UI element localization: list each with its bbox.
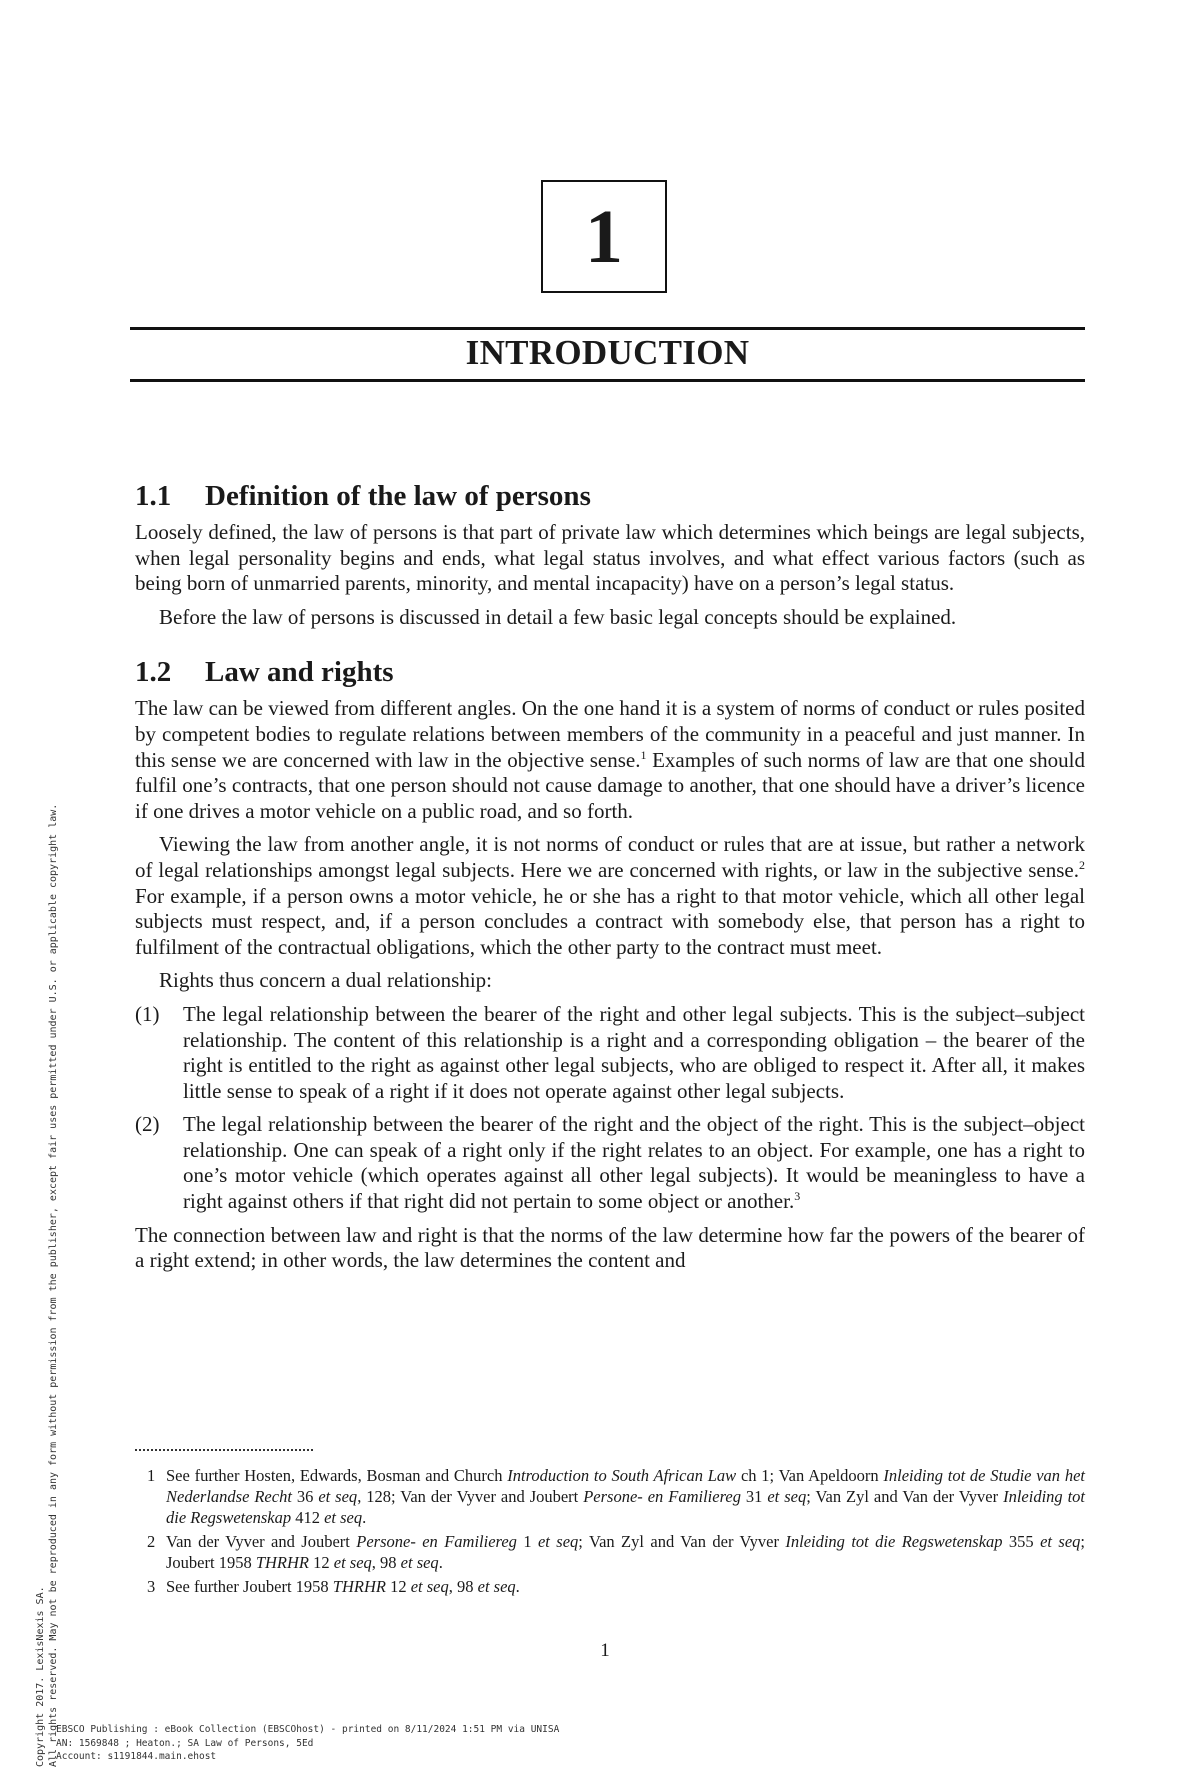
paragraph: Loosely defined, the law of persons is that part of private law which determines which beings are legal subjects, when legal personality begins and ends, what legal status involves, and what effect various factors (such as being born of unmarried parents, minority, and mental incapacity) have on a person’s legal status. (135, 520, 1085, 596)
ebsco-footer-line: Account: s1191844.main.ehost (56, 1751, 217, 1762)
section-heading (135, 654, 1085, 690)
footnote-number: 3 (147, 1577, 156, 1596)
citation-italic: et seq (324, 1508, 363, 1527)
title-rule-bottom (130, 379, 1085, 382)
citation-italic: et seq (537, 1532, 579, 1551)
footnote (135, 1465, 1085, 1528)
citation-italic: et seq (477, 1577, 516, 1596)
ebsco-footer-line: EBSCO Publishing : eBook Collection (EBSCOhost) - printed on 8/11/2024 1:51 PM via UNISA (56, 1724, 560, 1735)
paragraph-text: For example, if a person owns a motor vehicle, he or she has a right to that motor vehicle, which all other legal subjects must respect, and, if a person concludes a contract with somebody else, that person has a right to fulfilment of the contractual obligations, which the other party to the contract must meet. (135, 883, 1085, 959)
citation-italic: Persone- en Familiereg (356, 1532, 517, 1551)
citation-text: 12 (309, 1553, 334, 1572)
paragraph-text: Viewing the law from another angle, it is not norms of conduct or rules that are at issue, but rather a network of legal relationships amongst legal subjects. Here we are concerned with rights, or law in the subjective sense. (135, 832, 1085, 882)
citation-text: , 128; Van der Vyver and Joubert (357, 1487, 584, 1506)
citation-text: 31 (740, 1487, 768, 1506)
list-item-text: The legal relationship between the bearer of the right and other legal subjects. This is the subject–subject relationship. The content of this relationship is a right and a corresponding obligation – the bearer of the right is entitled to the right as against other legal subjects, who are obliged to respect it. After all, it makes little sense to speak of a right if it does not operate against other legal subjects. (183, 1001, 1085, 1103)
copyright-watermark (34, 804, 60, 1767)
citation-italic: et seq (333, 1553, 372, 1572)
watermark-line: All rights reserved. May not be reproduced in any form without permission from the publisher, except fair uses permitted under U.S. or applicable copyright law. (48, 803, 59, 1767)
footnote-separator (135, 1449, 313, 1451)
paragraph-text: The law can be viewed from different angles. On the one hand it is a system of norms of conduct or rules posited by competent bodies to regulate relations between members of the community in a peaceful and just manner. In this sense we are concerned with law in the objective sense. (135, 696, 1085, 772)
citation-italic: Inleiding tot die Regswetenskap (785, 1532, 1003, 1551)
citation-text: , 98 (371, 1553, 401, 1572)
citation-text: , 98 (448, 1577, 478, 1596)
list-item (135, 1002, 1085, 1104)
paragraph-text: Examples of such norms of law are that one should fulfil one’s contracts, that one person should not cause damage to another, that one should have a driver’s licence if one drives a motor vehicle on a public road, and so forth. (135, 747, 1085, 823)
section-number: 1.2 (135, 656, 172, 689)
citation-text: 1 (516, 1532, 538, 1551)
footnote-ref[interactable]: 3 (794, 1189, 801, 1204)
citation-italic: et seq (767, 1487, 807, 1506)
citation-text: ; Van Zyl and Van der Vyver (578, 1532, 786, 1551)
page-number: 1 (600, 1640, 610, 1661)
ebsco-footer (56, 1723, 559, 1764)
citation-text: 412 (291, 1508, 325, 1527)
citation-text: 355 (1002, 1532, 1041, 1551)
paragraph (135, 696, 1085, 824)
paragraph (135, 832, 1085, 960)
section-title: Definition of the law of persons (205, 480, 591, 512)
citation-text: . (515, 1577, 520, 1596)
citation-italic: THRHR (332, 1577, 386, 1596)
list-item (135, 1112, 1085, 1214)
section-heading (135, 478, 1085, 514)
paragraph: The connection between law and right is that the norms of the law determine how far the powers of the bearer of a right extend; in other words, the law determines the content and (135, 1222, 1085, 1273)
citation-italic: THRHR (255, 1553, 309, 1572)
footnote (135, 1531, 1085, 1573)
footnote-text (166, 1531, 1085, 1573)
citation-text: See further Joubert 1958 (166, 1577, 333, 1596)
citation-italic: Inleiding tot de Studie van het Nederlandse Recht (166, 1466, 1085, 1506)
footnote-text (166, 1465, 1085, 1528)
citation-italic: et seq (400, 1553, 439, 1572)
citation-text: 12 (385, 1577, 411, 1596)
list-marker: (1) (135, 1001, 160, 1026)
footnote-text (166, 1576, 1085, 1597)
citation-italic: et seq (410, 1577, 449, 1596)
chapter-title: INTRODUCTION (465, 333, 750, 372)
list-item-text (183, 1112, 1085, 1214)
citation-text: Van der Vyver and Joubert (166, 1532, 357, 1551)
citation-text: ; Joubert 1958 (166, 1532, 1085, 1572)
citation-text: See further Hosten, Edwards, Bosman and Church (166, 1466, 508, 1485)
citation-text: . (438, 1553, 443, 1572)
citation-italic: Inleiding tot die Regswetenskap (166, 1487, 1086, 1527)
chapter-number-box (541, 180, 667, 293)
footnote (135, 1576, 1085, 1597)
footnote-number: 1 (147, 1466, 156, 1485)
citation-italic: et seq (318, 1487, 358, 1506)
watermark-line: Copyright 2017. LexisNexis SA. (35, 1586, 46, 1767)
citation-italic: et seq (1040, 1532, 1081, 1551)
numbered-list (135, 1002, 1085, 1215)
footnote-ref[interactable]: 1 (640, 747, 647, 762)
footnote-ref[interactable]: 2 (1079, 857, 1085, 872)
list-item-body: The legal relationship between the bearer of the right and the object of the right. This is the subject–object relationship. One can speak of a right only if the right relates to an object. For example, one has a right to one’s motor vehicle (which operates against all other legal subjects). It would be meaningless to have a right against others if that right did not pertain to some object or another. (183, 1112, 1085, 1214)
paragraph: Rights thus concern a dual relationship: (159, 968, 493, 993)
citation-italic: Introduction to South African Law (507, 1466, 737, 1485)
paragraph: Before the law of persons is discussed in detail a few basic legal concepts should be explained. (159, 604, 957, 629)
section-number: 1.1 (135, 480, 172, 512)
footnotes (135, 1465, 1085, 1600)
list-marker: (2) (135, 1112, 160, 1137)
body-text (135, 478, 1085, 1274)
citation-text: ; Van Zyl and Van der Vyver (806, 1487, 1004, 1506)
citation-text: . (362, 1508, 367, 1527)
citation-text: 36 (291, 1487, 319, 1506)
footnote-number: 2 (147, 1532, 156, 1551)
citation-italic: Persone- en Familiereg (583, 1487, 741, 1506)
citation-text: ch 1; Van Apeldoorn (736, 1466, 884, 1485)
section-title: Law and rights (205, 656, 394, 689)
ebsco-footer-line: AN: 1569848 ; Heaton.; SA Law of Persons, 5Ed (56, 1737, 314, 1749)
chapter-number: 1 (585, 194, 623, 279)
